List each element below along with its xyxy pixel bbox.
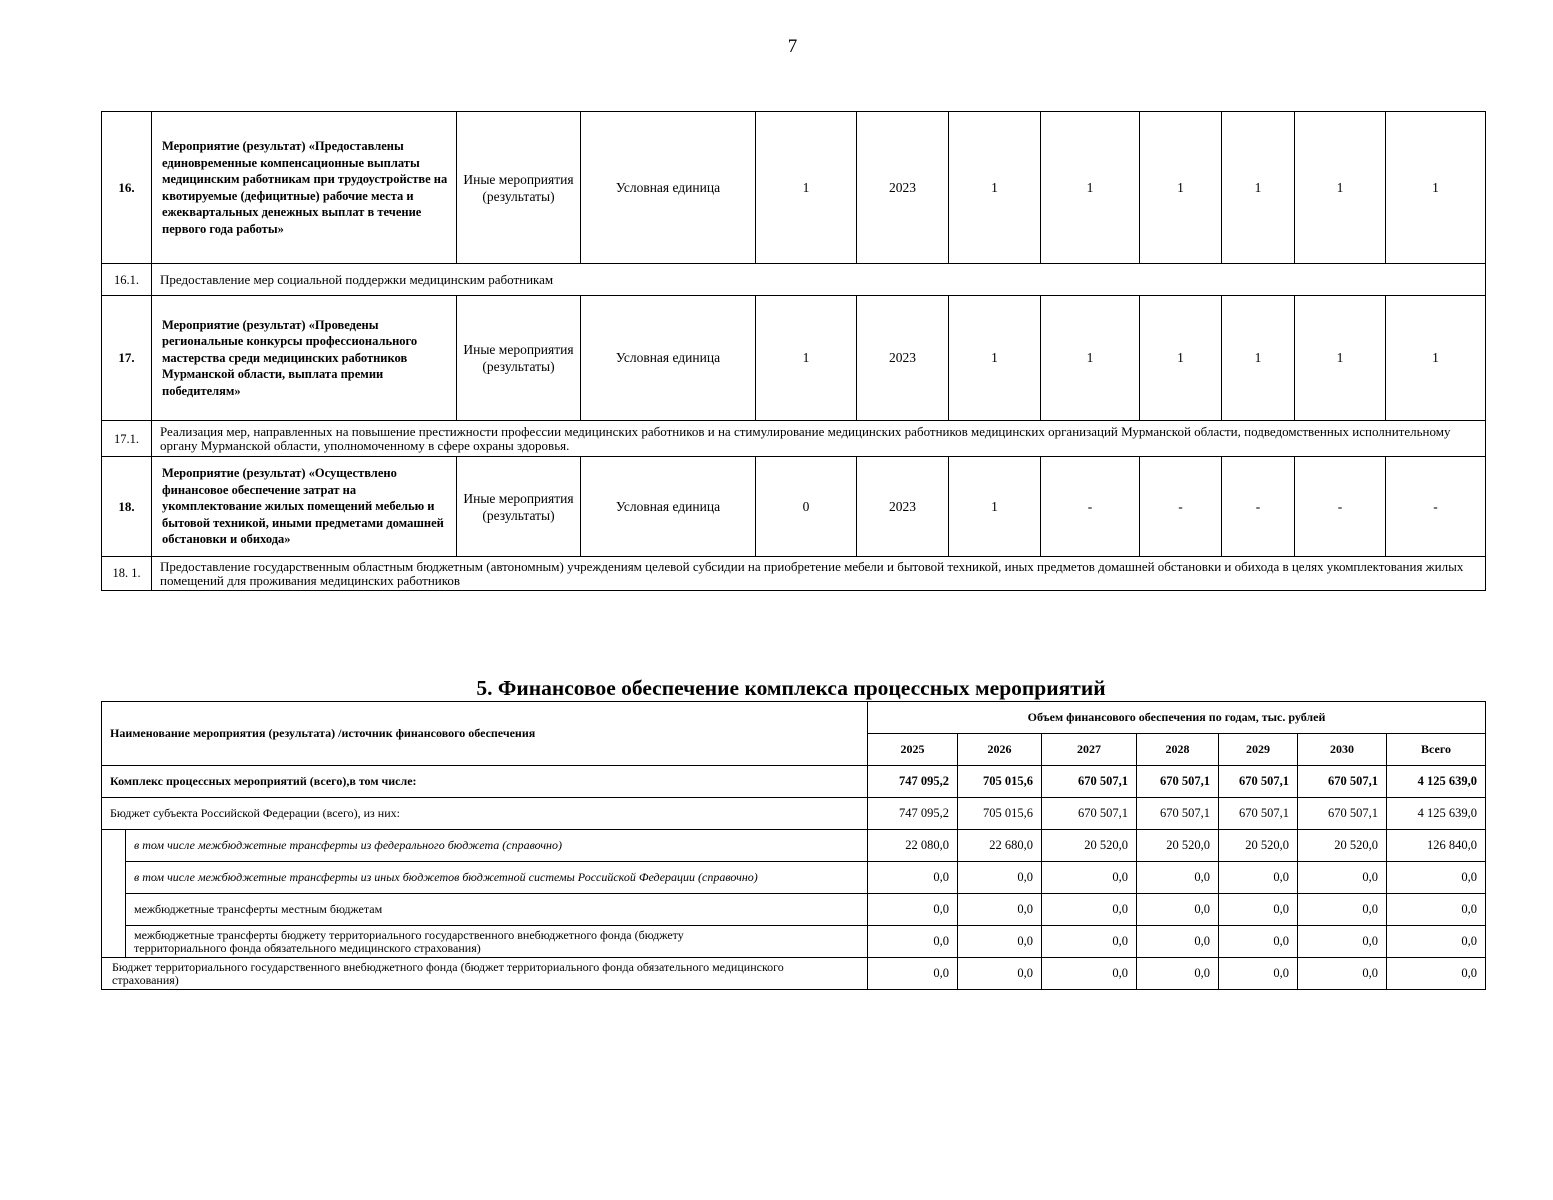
sub-measure-number: 17.1. bbox=[102, 421, 152, 457]
finance-total: 4 125 639,0 bbox=[1387, 798, 1486, 830]
year-value: 1 bbox=[1140, 296, 1222, 421]
finance-value: 20 520,0 bbox=[1298, 830, 1387, 862]
measure-name: Мероприятие (результат) «Осуществлено финансовое обеспечение затрат на укомплектование жилых помещений мебелью и бытовой техникой, иными предметами домашней обстановки и обихода» bbox=[152, 457, 457, 557]
finance-row-label: Бюджет территориального государственного внебюджетного фонда (бюджет территориального фонда обязательного медицинского страхования) bbox=[102, 958, 868, 990]
finance-value: 747 095,2 bbox=[868, 766, 958, 798]
total-header: Всего bbox=[1387, 734, 1486, 766]
finance-row-label: межбюджетные трансферты бюджету территориального государственного внебюджетного фонда (бюджету территориального фонда обязательного медицинского страхования) bbox=[126, 926, 868, 958]
year-value: 1 bbox=[1386, 112, 1486, 264]
base-value: 0 bbox=[756, 457, 857, 557]
finance-value: 0,0 bbox=[1219, 926, 1298, 958]
finance-row-label: в том числе межбюджетные трансферты из федерального бюджета (справочно) bbox=[126, 830, 868, 862]
finance-value: 0,0 bbox=[1298, 862, 1387, 894]
finance-row bbox=[102, 830, 1486, 862]
finance-value: 0,0 bbox=[1042, 862, 1137, 894]
sub-measure-text: Предоставление мер социальной поддержки медицинским работникам bbox=[152, 264, 1486, 296]
finance-value: 670 507,1 bbox=[1298, 798, 1387, 830]
base-value: 1 bbox=[756, 112, 857, 264]
name-column-header: Наименование мероприятия (результата) /источник финансового обеспечения bbox=[102, 702, 868, 766]
finance-value: 22 080,0 bbox=[868, 830, 958, 862]
finance-value: 670 507,1 bbox=[1042, 798, 1137, 830]
sub-measure-row bbox=[102, 557, 1486, 591]
finance-value: 670 507,1 bbox=[1042, 766, 1137, 798]
measure-number: 18. bbox=[102, 457, 152, 557]
indent-cell bbox=[102, 830, 126, 958]
finance-value: 0,0 bbox=[958, 926, 1042, 958]
measures-table bbox=[101, 111, 1486, 591]
finance-value: 705 015,6 bbox=[958, 766, 1042, 798]
year-header: 2029 bbox=[1219, 734, 1298, 766]
year-value: 1 bbox=[1295, 296, 1386, 421]
measure-unit: Условная единица bbox=[581, 457, 756, 557]
year-header: 2030 bbox=[1298, 734, 1387, 766]
finance-row-label: Комплекс процессных мероприятий (всего),в том числе: bbox=[102, 766, 868, 798]
finance-value: 705 015,6 bbox=[958, 798, 1042, 830]
measure-type: Иные мероприятия (результаты) bbox=[457, 112, 581, 264]
finance-value: 20 520,0 bbox=[1219, 830, 1298, 862]
finance-value: 0,0 bbox=[1042, 958, 1137, 990]
finance-row bbox=[102, 958, 1486, 990]
measure-row bbox=[102, 296, 1486, 421]
finance-value: 20 520,0 bbox=[1137, 830, 1219, 862]
finance-row bbox=[102, 926, 1486, 958]
measure-row bbox=[102, 112, 1486, 264]
finance-value: 22 680,0 bbox=[958, 830, 1042, 862]
finance-value: 20 520,0 bbox=[1042, 830, 1137, 862]
finance-value: 0,0 bbox=[1042, 894, 1137, 926]
finance-value: 0,0 bbox=[1137, 958, 1219, 990]
finance-value: 0,0 bbox=[1219, 862, 1298, 894]
year-value: - bbox=[1386, 457, 1486, 557]
finance-value: 0,0 bbox=[1137, 862, 1219, 894]
year-header: 2026 bbox=[958, 734, 1042, 766]
sub-measure-row bbox=[102, 421, 1486, 457]
finance-total: 0,0 bbox=[1387, 894, 1486, 926]
sub-measure-row bbox=[102, 264, 1486, 296]
finance-value: 0,0 bbox=[1219, 958, 1298, 990]
year-value: - bbox=[1222, 457, 1295, 557]
sub-measure-number: 16.1. bbox=[102, 264, 152, 296]
year-header: 2027 bbox=[1042, 734, 1137, 766]
measure-number: 16. bbox=[102, 112, 152, 264]
finance-value: 0,0 bbox=[958, 958, 1042, 990]
measure-type: Иные мероприятия (результаты) bbox=[457, 457, 581, 557]
year-value: 1 bbox=[949, 112, 1041, 264]
measure-unit: Условная единица bbox=[581, 112, 756, 264]
finance-value: 670 507,1 bbox=[1298, 766, 1387, 798]
year-header: 2028 bbox=[1137, 734, 1219, 766]
finance-table bbox=[101, 701, 1486, 990]
year-header: 2025 bbox=[868, 734, 958, 766]
measure-row bbox=[102, 457, 1486, 557]
finance-row bbox=[102, 766, 1486, 798]
finance-value: 0,0 bbox=[868, 894, 958, 926]
finance-value: 0,0 bbox=[1298, 894, 1387, 926]
finance-value: 670 507,1 bbox=[1137, 798, 1219, 830]
year-value: 1 bbox=[1222, 296, 1295, 421]
finance-row bbox=[102, 894, 1486, 926]
finance-value: 670 507,1 bbox=[1219, 798, 1298, 830]
measure-name: Мероприятие (результат) «Предоставлены единовременные компенсационные выплаты медицинским работникам при трудоустройстве на квотируемые (дефицитные) рабочие места и ежеквартальных денежных выплат в течение первого года работы» bbox=[152, 112, 457, 264]
year-value: 1 bbox=[1041, 296, 1140, 421]
year-value: - bbox=[1140, 457, 1222, 557]
finance-total: 0,0 bbox=[1387, 862, 1486, 894]
finance-value: 670 507,1 bbox=[1219, 766, 1298, 798]
finance-value: 0,0 bbox=[1042, 926, 1137, 958]
finance-value: 0,0 bbox=[1298, 958, 1387, 990]
base-year: 2023 bbox=[857, 296, 949, 421]
page-number: 7 bbox=[787, 36, 798, 57]
year-value: 1 bbox=[1386, 296, 1486, 421]
finance-row-label: Бюджет субъекта Российской Федерации (всего), из них: bbox=[102, 798, 868, 830]
finance-total: 126 840,0 bbox=[1387, 830, 1486, 862]
finance-row bbox=[102, 798, 1486, 830]
year-value: 1 bbox=[949, 457, 1041, 557]
measure-number: 17. bbox=[102, 296, 152, 421]
finance-total: 0,0 bbox=[1387, 926, 1486, 958]
year-value: - bbox=[1295, 457, 1386, 557]
measure-name: Мероприятие (результат) «Проведены региональные конкурсы профессионального мастерства среди медицинских работников Мурманской области, выплата премии победителям» bbox=[152, 296, 457, 421]
finance-value: 0,0 bbox=[1137, 926, 1219, 958]
finance-row-label: межбюджетные трансферты местным бюджетам bbox=[126, 894, 868, 926]
finance-value: 0,0 bbox=[868, 958, 958, 990]
year-value: - bbox=[1041, 457, 1140, 557]
year-value: 1 bbox=[1140, 112, 1222, 264]
finance-row-label: в том числе межбюджетные трансферты из иных бюджетов бюджетной системы Российской Федерации (справочно) bbox=[126, 862, 868, 894]
finance-value: 0,0 bbox=[1137, 894, 1219, 926]
finance-row bbox=[102, 862, 1486, 894]
finance-value: 0,0 bbox=[958, 862, 1042, 894]
sub-measure-number: 18. 1. bbox=[102, 557, 152, 591]
year-value: 1 bbox=[1295, 112, 1386, 264]
base-value: 1 bbox=[756, 296, 857, 421]
section-title: 5. Финансовое обеспечение комплекса процессных мероприятий bbox=[476, 676, 1106, 700]
year-value: 1 bbox=[1222, 112, 1295, 264]
finance-value: 0,0 bbox=[868, 926, 958, 958]
finance-total: 0,0 bbox=[1387, 958, 1486, 990]
finance-value: 0,0 bbox=[1219, 894, 1298, 926]
year-value: 1 bbox=[949, 296, 1041, 421]
sub-measure-text: Предоставление государственным областным бюджетным (автономным) учреждениям целевой субсидии на приобретение мебели и бытовой техникой, иных предметов домашней обстановки и обихода в целях укомплектования жилых помещений для проживания медицинских работников bbox=[152, 557, 1486, 591]
finance-value: 670 507,1 bbox=[1137, 766, 1219, 798]
finance-value: 0,0 bbox=[1298, 926, 1387, 958]
sub-measure-text: Реализация мер, направленных на повышение престижности профессии медицинских работников и на стимулирование медицинских работников медицинских организаций Мурманской области, подведомственных исполнительному органу Мурманской области, уполномоченному в сфере охраны здоровья. bbox=[152, 421, 1486, 457]
measure-unit: Условная единица bbox=[581, 296, 756, 421]
finance-value: 0,0 bbox=[958, 894, 1042, 926]
finance-value: 0,0 bbox=[868, 862, 958, 894]
finance-total: 4 125 639,0 bbox=[1387, 766, 1486, 798]
volume-column-header: Объем финансового обеспечения по годам, тыс. рублей bbox=[868, 702, 1486, 734]
base-year: 2023 bbox=[857, 112, 949, 264]
year-value: 1 bbox=[1041, 112, 1140, 264]
finance-value: 747 095,2 bbox=[868, 798, 958, 830]
measure-type: Иные мероприятия (результаты) bbox=[457, 296, 581, 421]
base-year: 2023 bbox=[857, 457, 949, 557]
